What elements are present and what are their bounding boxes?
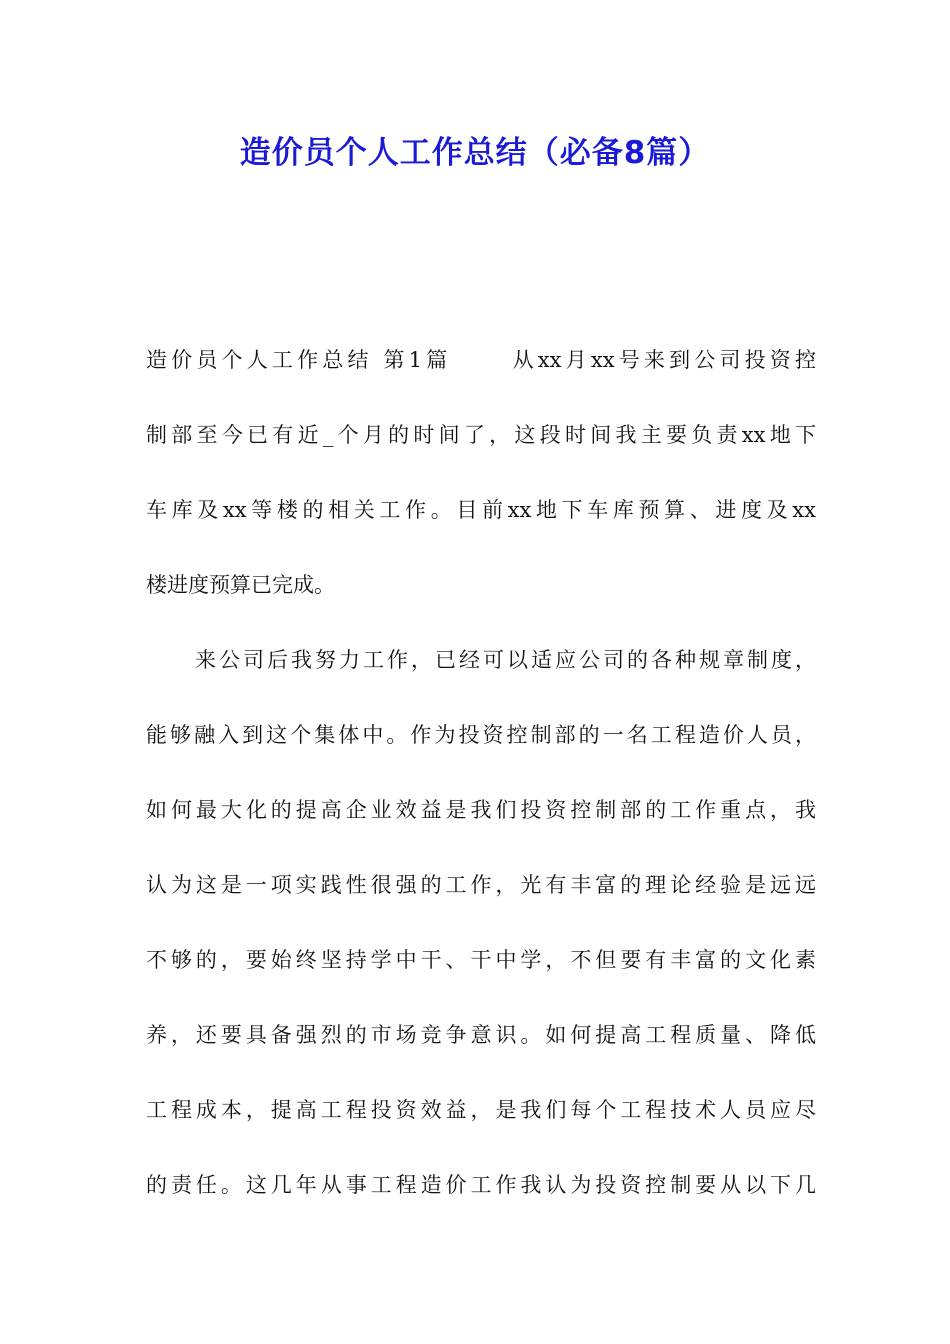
paragraph-line: 制部至今已有近_个月的时间了，这段时间我主要负责xx地下 (146, 423, 816, 447)
paragraph-line: 养，还要具备强烈的市场竞争意识。如何提高工程质量、降低 (146, 1023, 816, 1047)
paragraph-line: 造价员个人工作总结 第1篇 从xx月xx号来到公司投资控 (146, 348, 816, 372)
document-title: 造价员个人工作总结（必备8篇） (239, 135, 711, 171)
paragraph-line: 来公司后我努力工作，已经可以适应公司的各种规章制度， (195, 648, 816, 672)
paragraph-line: 能够融入到这个集体中。作为投资控制部的一名工程造价人员， (146, 723, 816, 747)
paragraph-line: 的责任。这几年从事工程造价工作我认为投资控制要从以下几 (146, 1173, 816, 1197)
paragraph-line: 工程成本，提高工程投资效益，是我们每个工程技术人员应尽 (146, 1098, 816, 1122)
paragraph-line: 车库及xx等楼的相关工作。目前xx地下车库预算、进度及xx (146, 498, 816, 522)
paragraph-line: 楼进度预算已完成。 (146, 573, 335, 597)
paragraph-line: 如何最大化的提高企业效益是我们投资控制部的工作重点，我 (146, 798, 816, 822)
paragraph-line: 认为这是一项实践性很强的工作，光有丰富的理论经验是远远 (146, 873, 816, 897)
paragraph-line: 不够的，要始终坚持学中干、干中学，不但要有丰富的文化素 (146, 948, 816, 972)
